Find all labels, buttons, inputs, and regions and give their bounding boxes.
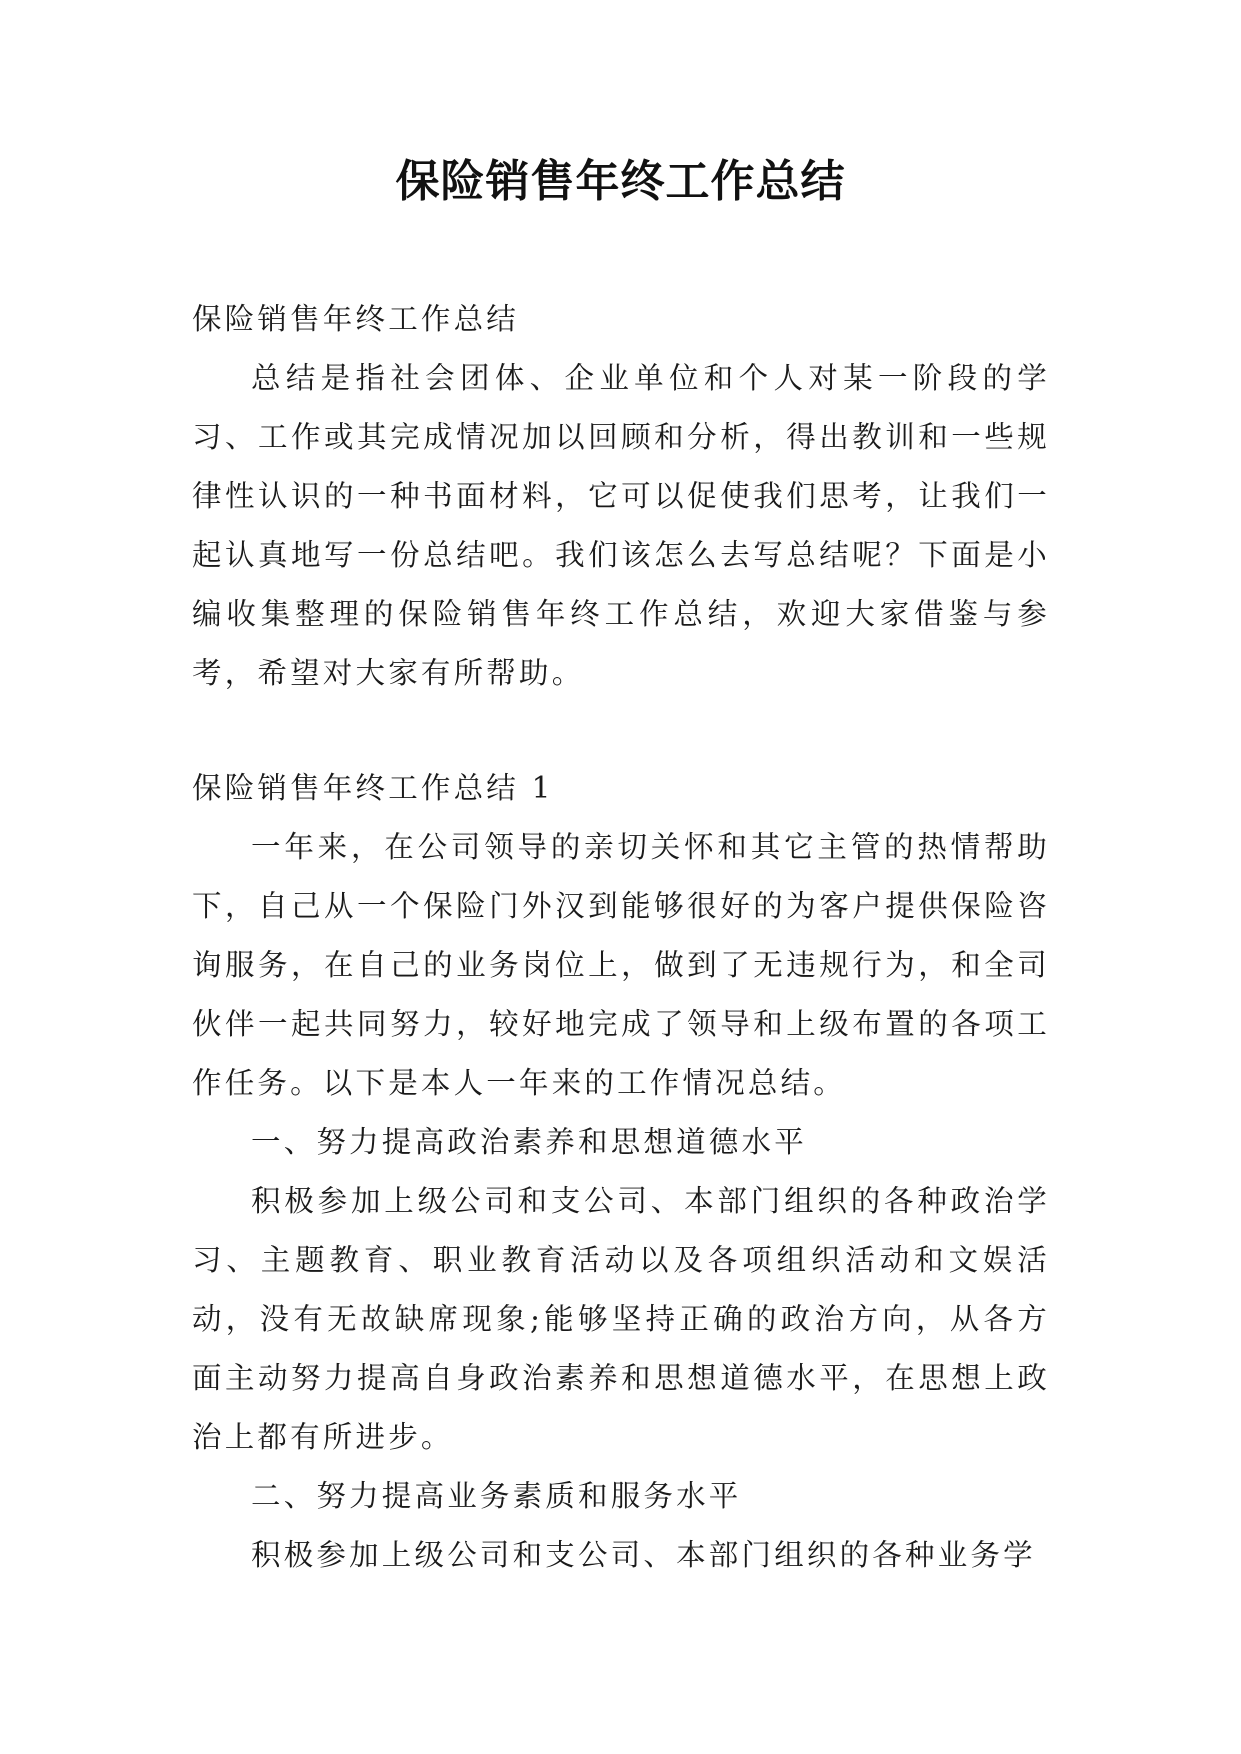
document-title: 保险销售年终工作总结 [395, 156, 846, 207]
subheading-politics: 一、努力提高政治素养和思想道德水平 [251, 1125, 807, 1159]
document-body [192, 290, 1050, 1585]
section-heading-intro: 保险销售年终工作总结 [192, 302, 520, 336]
subheading-business: 二、努力提高业务素质和服务水平 [251, 1479, 742, 1513]
body-paragraph: 一年来，在公司领导的亲切关怀和其它主管的热情帮助下，自己从一个保险门外汉到能够很好的为客户提供保险咨询服务，在自己的业务岗位上，做到了无违规行为，和全司伙伴一起共同努力，较好地完成了领导和上级布置的各项工作任务。以下是本人一年来的工作情况总结。 [192, 830, 1050, 1100]
body-paragraph: 积极参加上级公司和支公司、本部门组织的各种政治学习、主题教育、职业教育活动以及各项组织活动和文娱活动，没有无故缺席现象;能够坚持正确的政治方向，从各方面主动努力提高自身政治素养和思想道德水平，在思想上政治上都有所进步。 [192, 1184, 1050, 1454]
body-paragraph: 积极参加上级公司和支公司、本部门组织的各种业务学 [251, 1538, 1036, 1572]
intro-paragraph: 总结是指社会团体、企业单位和个人对某一阶段的学习、工作或其完成情况加以回顾和分析，得出教训和一些规律性认识的一种书面材料，它可以促使我们思考，让我们一起认真地写一份总结吧。我们该怎么去写总结呢？下面是小编收集整理的保险销售年终工作总结，欢迎大家借鉴与参考，希望对大家有所帮助。 [192, 361, 1050, 690]
section-heading-1: 保险销售年终工作总结 1 [192, 771, 554, 805]
